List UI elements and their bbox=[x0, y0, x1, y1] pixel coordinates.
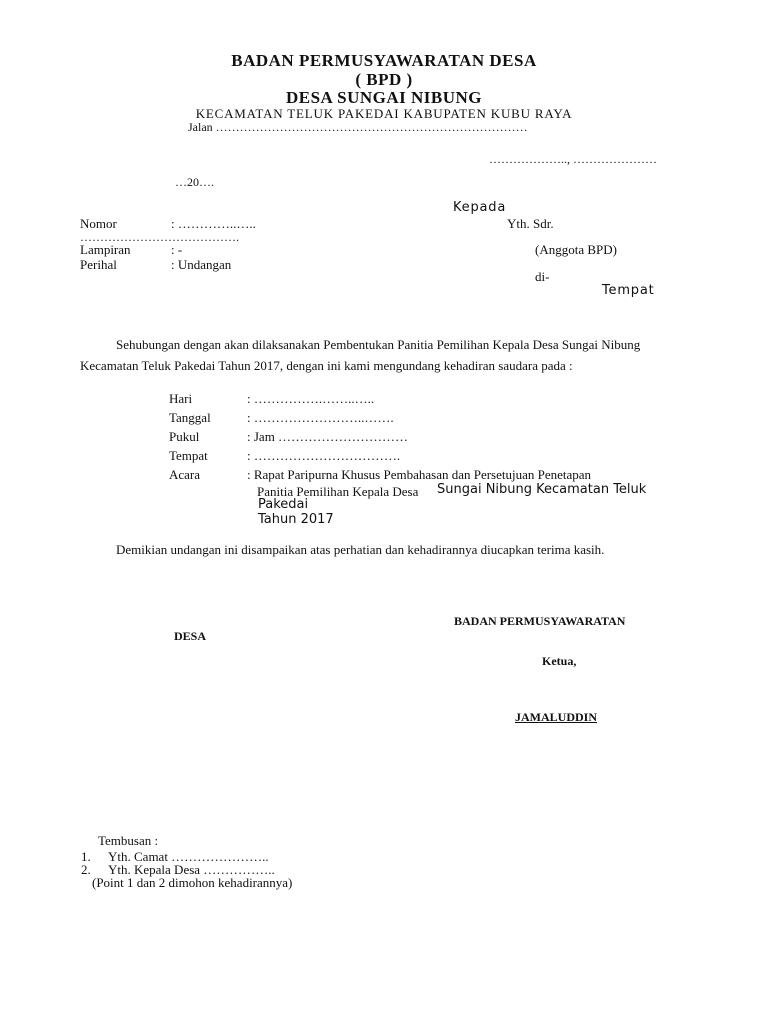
acara-line1: : Rapat Paripurna Khusus Pembahasan dan Persetujuan Penetapan bbox=[247, 467, 592, 482]
cc-item2-text: Yth. Kepala Desa …………….. bbox=[108, 862, 275, 877]
year-line: …20…. bbox=[175, 175, 214, 189]
signature-org-line2: DESA bbox=[174, 629, 207, 643]
lampiran-label: Lampiran bbox=[80, 242, 131, 257]
pukul-label: Pukul bbox=[169, 429, 200, 444]
recipient-role: (Anggota BPD) bbox=[535, 242, 617, 257]
address-line: Jalan …………………………………………………………………… bbox=[188, 120, 528, 134]
acara-line2b: Sungai Nibung Kecamatan Teluk bbox=[437, 482, 647, 497]
cc-item1-number: 1. bbox=[81, 849, 91, 864]
tanggal-value: : ……………………..……. bbox=[247, 410, 394, 425]
org-abbrev: ( BPD ) bbox=[355, 70, 413, 89]
acara-line3: Pakedai bbox=[258, 497, 309, 512]
tempat-label: Tempat bbox=[169, 448, 208, 463]
signature-role: Ketua, bbox=[542, 654, 577, 668]
signature-name: JAMALUDDIN bbox=[515, 710, 597, 724]
perihal-value: : Undangan bbox=[171, 257, 232, 272]
nomor-value: : …………..….. bbox=[171, 216, 256, 231]
signature-org-line1: BADAN PERMUSYAWARATAN bbox=[454, 614, 626, 628]
nomor-label: Nomor bbox=[80, 216, 117, 231]
cc-note: (Point 1 dan 2 dimohon kehadirannya) bbox=[92, 875, 293, 890]
acara-label: Acara bbox=[169, 467, 201, 482]
perihal-label: Perihal bbox=[80, 257, 117, 272]
closing-sentence: Demikian undangan ini disampaikan atas perhatian dan kehadirannya diucapkan terima kasih. bbox=[116, 542, 605, 557]
lampiran-value: : - bbox=[171, 242, 183, 257]
acara-line2a: Panitia Pemilihan Kepala Desa bbox=[257, 484, 419, 499]
hari-label: Hari bbox=[169, 391, 193, 406]
body-paragraph-line1: Sehubungan dengan akan dilaksanakan Pembentukan Panitia Pemilihan Kepala Desa Sungai Nibung bbox=[116, 337, 641, 352]
recipient-tempat: Tempat bbox=[602, 283, 655, 298]
tempat-value: : ……………………………. bbox=[247, 448, 401, 463]
recipient-yth: Yth. Sdr. bbox=[507, 216, 554, 231]
hari-value: : …………….……..….. bbox=[247, 391, 375, 406]
cc-item2-number: 2. bbox=[81, 862, 91, 877]
nomor-dots: …………………………………. bbox=[80, 230, 239, 244]
date-place: ……………….., ………………… bbox=[489, 152, 657, 166]
village-name: DESA SUNGAI NIBUNG bbox=[285, 88, 483, 107]
recipient-di: di- bbox=[535, 269, 550, 284]
cc-item1-text: Yth. Camat ………………….. bbox=[108, 849, 269, 864]
recipient-kepada: Kepada bbox=[453, 200, 507, 215]
tanggal-label: Tanggal bbox=[169, 410, 211, 425]
pukul-value: : Jam ………………………… bbox=[247, 429, 409, 444]
body-paragraph-line2: Kecamatan Teluk Pakedai Tahun 2017, dengan ini kami mengundang kehadiran saudara pada : bbox=[80, 358, 573, 373]
district-line: KECAMATAN TELUK PAKEDAI KABUPATEN KUBU RAYA bbox=[195, 106, 573, 121]
acara-line4: Tahun 2017 bbox=[258, 512, 334, 527]
org-title: BADAN PERMUSYAWARATAN DESA bbox=[231, 51, 537, 70]
cc-title: Tembusan : bbox=[98, 833, 159, 848]
